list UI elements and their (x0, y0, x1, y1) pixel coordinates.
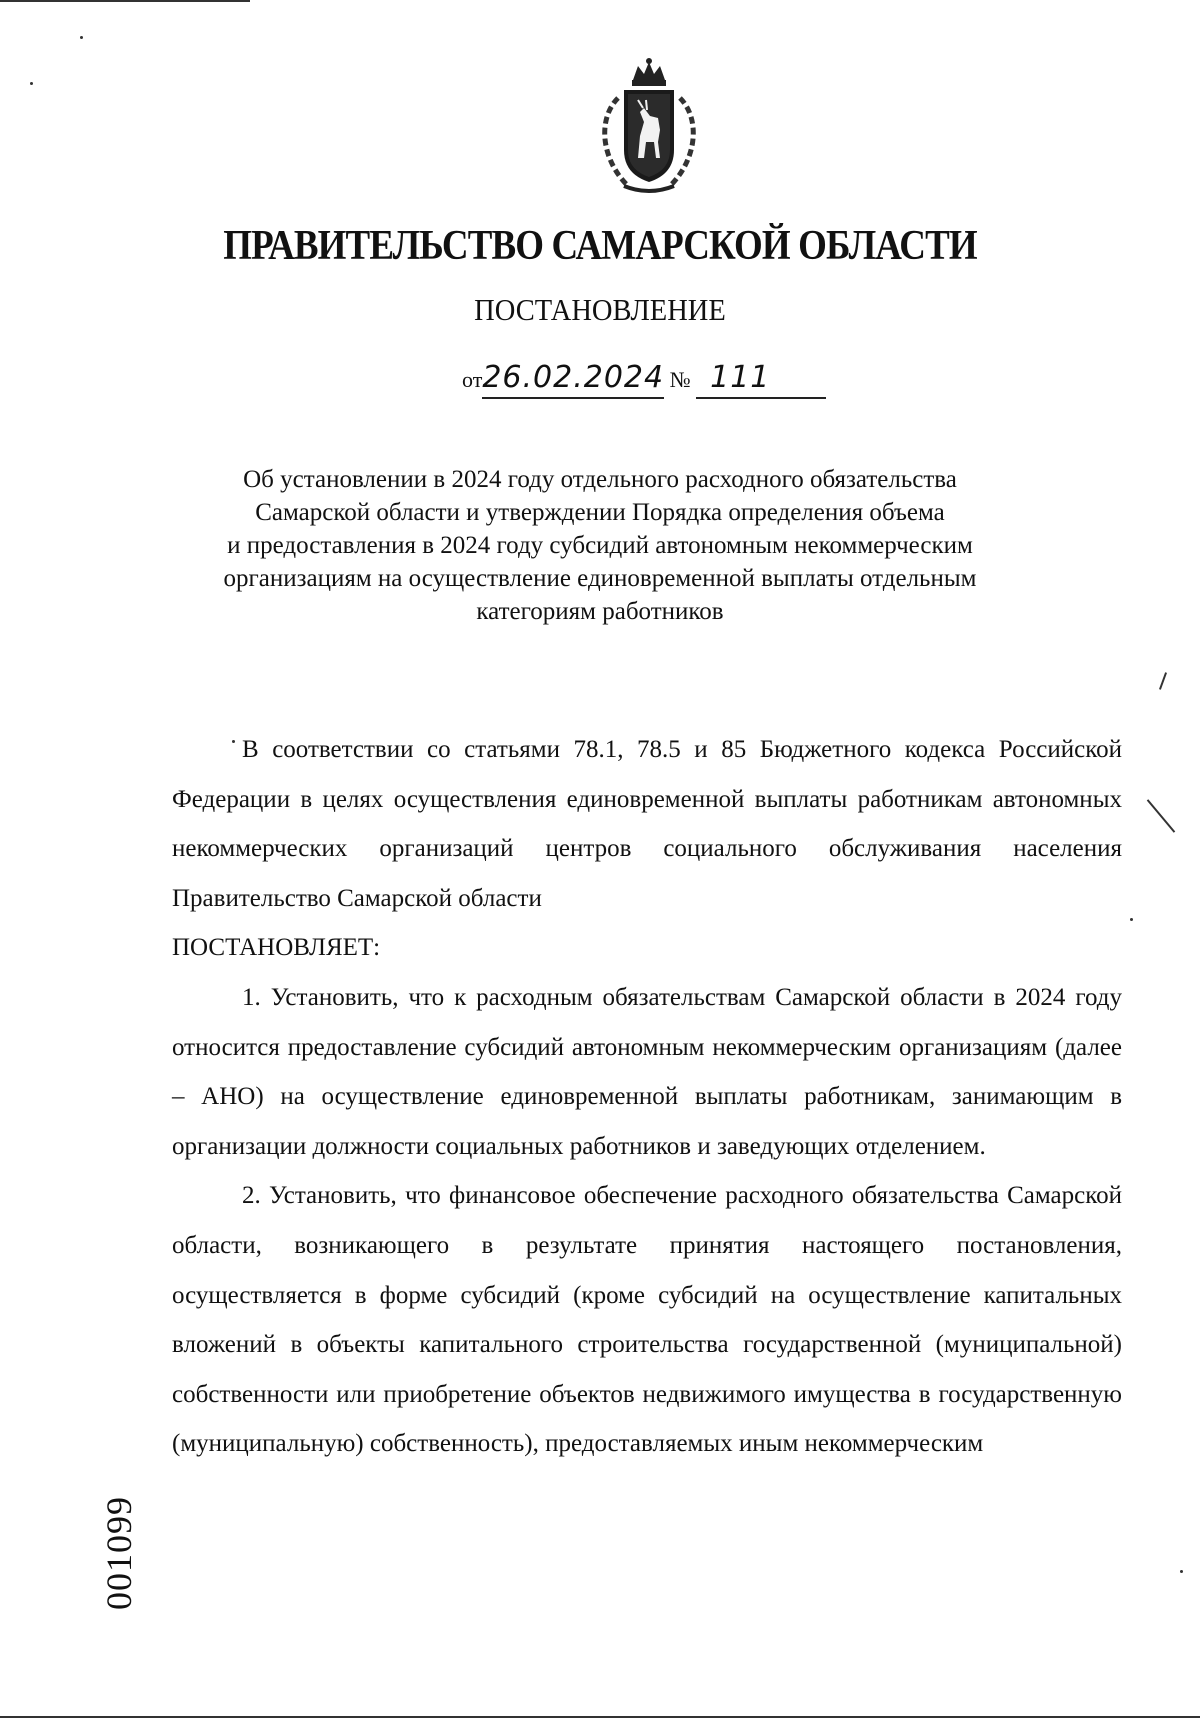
resolves-word: ПОСТАНОВЛЯЕТ: (172, 934, 381, 962)
item-2-paragraph: 2. Установить, что финансовое обеспечение расходного обязательства Самарской области, возникающего в результате принятия настоящего постановления, осуществляется в форме субсидий (кроме субсидий на осуществление капитальных вложений в объекты капитального строительства государственной (муниципальной) собственности или приобретение объектов недвижимого имущества в государственную (муниципальную) собственность), предоставляемых иным некоммерческим (172, 1182, 1122, 1458)
item-1-paragraph: 1. Установить, что к расходным обязательствам Самарской области в 2024 году относится предоставление субсидий автономным некоммерческим организациям (далее – АНО) на осуществление единовременной выплаты работникам, занимающим в организации должности социальных работников и заведующих отделением. (172, 983, 1122, 1160)
scan-edge-line (0, 1716, 1200, 1718)
scan-mark (1159, 672, 1167, 690)
document-body (172, 725, 1122, 1469)
scan-speck (1180, 1570, 1183, 1573)
subject-line: Самарской области и утверждении Порядка определения объема (255, 499, 945, 526)
document-date: 26.02.2024 (482, 360, 665, 395)
scan-speck (1130, 918, 1133, 921)
subject-line: категориям работников (476, 598, 724, 625)
organization-title: ПРАВИТЕЛЬСТВО САМАРСКОЙ ОБЛАСТИ (223, 223, 977, 269)
scan-speck (80, 36, 83, 39)
preamble-paragraph: В соответствии со статьями 78.1, 78.5 и 85 Бюджетного кодекса Российской Федерации в целях осуществления единовременной выплаты работникам автономных некоммерческих организаций центров социального обслуживания населения Правительство Самарской области (172, 736, 1122, 912)
samara-coat-of-arms-icon (588, 58, 710, 198)
subject-line: и предоставления в 2024 году субсидий автономным некоммерческим (227, 532, 973, 559)
subject-line: организациям на осуществление единовременной выплаты отдельным (223, 565, 977, 592)
date-prefix: от (462, 367, 483, 392)
subject-line: Об установлении в 2024 году отдельного расходного обязательства (243, 466, 957, 493)
date-number-line (462, 360, 826, 399)
document-type: ПОСТАНОВЛЕНИЕ (474, 292, 726, 327)
scan-speck (30, 82, 33, 85)
document-subject (180, 463, 1020, 628)
scan-speck (232, 740, 235, 743)
number-prefix: № (669, 367, 691, 392)
document-number: 111 (710, 360, 771, 395)
scan-edge-line (0, 0, 250, 2)
scan-mark (1147, 799, 1176, 832)
side-registration-number: 001099 (99, 1496, 139, 1610)
